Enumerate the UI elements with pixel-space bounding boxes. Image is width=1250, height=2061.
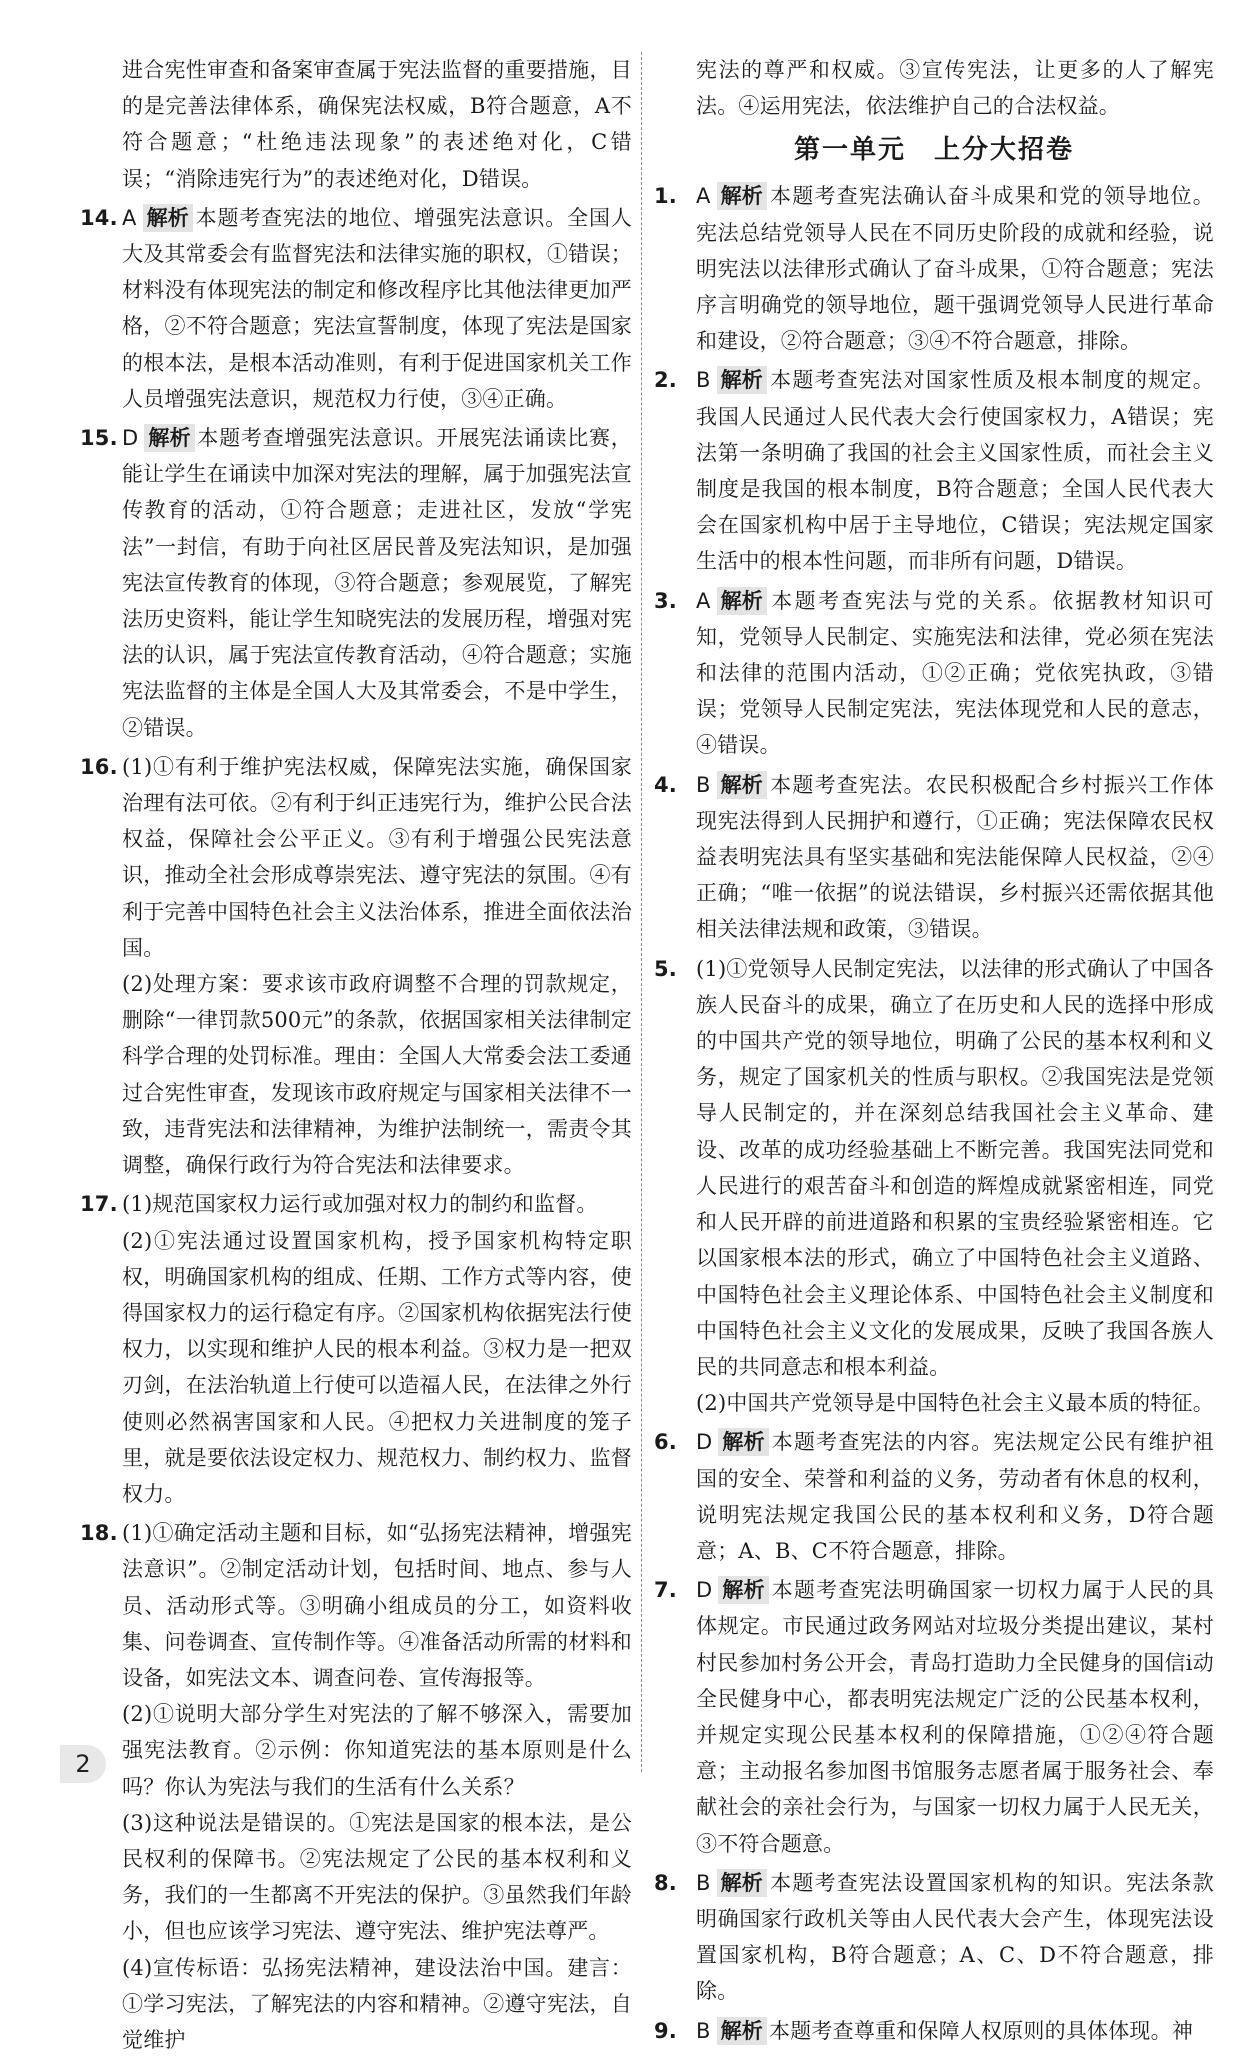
answer-text: 本题考查宪法的地位、增强宪法意识。全国人大及其常委会有监督宪法和法律实施的职权，①错误；材料没有体现宪法的制定和修改程序比其他法律更加严格，②不符合题意；宪法宣誓制度，体现了宪法是国家的根本法，是根本活动准则，有利于促进国家机关工作人员增强宪法意识，规范权力行使，③④正确。: [122, 205, 632, 411]
answer-5: [654, 951, 1214, 1422]
question-number: 16.: [80, 754, 118, 779]
answer-text: 本题考查宪法。农民积极配合乡村振兴工作体现宪法得到人民拥护和遵行，①正确；宪法保障农民权益表明宪法具有坚实基础和宪法能保障人民权益，②④正确；“唯一依据”的说法错误，乡村振兴还需依据其他相关法律法规和政策，③错误。: [696, 772, 1214, 942]
answer-part-2: (2)中国共产党领导是中国特色社会主义最本质的特征。: [696, 1391, 1214, 1416]
analysis-tag: 解析: [717, 587, 767, 615]
answer-text: 本题考查宪法的内容。宪法规定公民有维护祖国的安全、荣誉和利益的义务，劳动者有休息的权利，说明宪法规定我国公民的基本权利和义务，D符合题意；A、B、C不符合题意，排除。: [696, 1430, 1214, 1563]
question-number: 5.: [654, 956, 677, 981]
answer-part-1: (1)规范国家权力运行或加强对权力的制约和监督。: [122, 1192, 598, 1217]
analysis-tag: 解析: [718, 1576, 768, 1604]
question-number: 15.: [80, 426, 118, 451]
answer-letter: D: [696, 1578, 713, 1603]
answer-letter: B: [696, 368, 711, 393]
answer-16: [80, 749, 632, 1183]
answer-3: [654, 583, 1214, 764]
answer-part-2: (2)①说明大部分学生对宪法的了解不够深入，需要加强宪法教育。②示例：你知道宪法的基本原则是什么吗？你认为宪法与我们的生活有什么关系？: [122, 1702, 632, 1799]
left-column: [80, 52, 632, 2061]
answer-part-2: (2)处理方案：要求该市政府调整不合理的罚款规定，删除“一律罚款500元”的条款，依据国家相关法律制定科学合理的处罚标准。理由：全国人大常委会法工委通过合宪性审查，发现该市政府规定与国家相关法律不一致，违背宪法和法律精神，为维护法制统一，需责令其调整，确保行政行为符合宪法和法律要求。: [122, 972, 632, 1178]
question-number: 8.: [654, 1870, 677, 1895]
answer-4: [654, 767, 1214, 948]
answer-17: [80, 1186, 632, 1512]
answer-part-3: (3)这种说法是错误的。①宪法是国家的根本法，是公民权利的保障书。②宪法规定了公民的基本权利和义务，我们的一生都离不开宪法的保护。③虽然我们年龄小，但也应该学习宪法、遵守宪法、维护宪法尊严。: [122, 1810, 632, 1944]
continued-answer: 进合宪性审查和备案审查属于宪法监督的重要措施，目的是完善法律体系，确保宪法权威，B符合题意，A不符合题意；“杜绝违法现象”的表述绝对化，C错误；“消除违宪行为”的表述绝对化，D错误。: [122, 58, 632, 191]
answer-part-2: (2)①宪法通过设置国家机构，授予国家机构特定职权，明确国家机构的组成、任期、工作方式等内容，使得国家权力的运行稳定有序。②国家机构依据宪法行使权力，以实现和维护人民的根本利益。③权力是一把双刃剑，在法治轨道上行使可以造福人民，在法律之外行使则必然祸害国家和人民。④把权力关进制度的笼子里，就是要依法设定权力、规范权力、制约权力、监督权力。: [122, 1228, 632, 1506]
answer-9: [654, 2013, 1214, 2049]
analysis-tag: 解析: [144, 424, 194, 452]
answer-2: [654, 362, 1214, 579]
analysis-tag: 解析: [718, 1428, 768, 1456]
answer-part-1: (1)①确定活动主题和目标，如“弘扬宪法精神，增强宪法意识”。②制定活动计划，包括时间、地点、参与人员、活动形式等。③明确小组成员的分工，如资料收集、问卷调查、宣传制作等。④准备活动所需的材料和设备，如宪法文本、调查问卷、宣传海报等。: [122, 1521, 632, 1690]
answer-letter: D: [696, 1430, 713, 1455]
continued-answer: 宪法的尊严和权威。③宣传宪法，让更多的人了解宪法。④运用宪法，依法维护自己的合法权益。: [696, 58, 1214, 119]
question-number: 18.: [80, 1521, 118, 1546]
answer-text: 本题考查宪法对国家性质及根本制度的规定。我国人民通过人民代表大会行使国家权力，A错误；宪法第一条明确了我国的社会主义国家性质，而社会主义制度是我国的根本制度，B符合题意；全国人民代表大会在国家机构中居于主导地位，C错误；宪法规定国家生活中的根本性问题，而非所有问题，D错误。: [696, 368, 1214, 574]
question-number: 3.: [654, 588, 677, 613]
answer-part-1: (1)①有利于维护宪法权威，保障宪法实施，确保国家治理有法可依。②有利于纠正违宪行为，维护公民合法权益，保障社会公平正义。③有利于增强公民宪法意识，推动全社会形成尊崇宪法、遵守宪法的氛围。④有利于完善中国特色社会主义法治体系，推进全面依法治国。: [122, 754, 632, 960]
question-number: 7.: [654, 1578, 677, 1603]
answer-text: 本题考查宪法设置国家机构的知识。宪法条款明确国家行政机关等由人民代表大会产生，体现宪法设置国家机构，B符合题意；A、C、D不符合题意，排除。: [696, 1870, 1214, 2004]
answer-letter: A: [696, 588, 711, 613]
answer-14: [80, 200, 632, 417]
answer-part-4: (4)宣传标语：弘扬宪法精神，建设法治中国。建言：①学习宪法，了解宪法的内容和精神。②遵守宪法，自觉维护: [122, 1955, 632, 2052]
answer-letter: A: [696, 184, 711, 209]
answer-7: [654, 1572, 1214, 1862]
question-number: 2.: [654, 368, 677, 393]
question-number: 9.: [654, 2018, 677, 2043]
answer-6: [654, 1424, 1214, 1569]
answer-text: 本题考查宪法与党的关系。依据教材知识可知，党领导人民制定、实施宪法和法律，党必须在宪法和法律的范围内活动，①②正确；党依宪执政，③错误；党领导人民制定宪法，宪法体现党和人民的意志，④错误。: [696, 588, 1214, 758]
column-divider: [641, 52, 642, 1772]
question-number: 6.: [654, 1430, 677, 1455]
answer-text: 本题考查增强宪法意识。开展宪法诵读比赛，能让学生在诵读中加深对宪法的理解，属于加强宪法宣传教育的活动，①符合题意；走进社区，发放“学宪法”一封信，有助于向社区居民普及宪法知识，是加强宪法宣传教育的体现，③符合题意；参观展览，了解宪法历史资料，能让学生知晓宪法的发展历程，增强对宪法的认识，属于宪法宣传教育活动，④符合题意；实施宪法监督的主体是全国人大及其常委会，不是中学生，②错误。: [122, 426, 632, 740]
analysis-tag: 解析: [717, 182, 767, 210]
answer-letter: B: [696, 1870, 711, 1895]
question-number: 1.: [654, 184, 677, 209]
analysis-tag: 解析: [717, 771, 767, 799]
answer-text: 本题考查宪法确认奋斗成果和党的领导地位。宪法总结党领导人民在不同历史阶段的成就和经验，说明宪法以法律形式确认了奋斗成果，①符合题意；宪法序言明确党的领导地位，题干强调党领导人民进行革命和建设，②符合题意；③④不符合题意，排除。: [696, 184, 1214, 354]
answer-text: 本题考查尊重和保障人权原则的具体体现。神: [769, 2018, 1194, 2043]
answer-8: [654, 1865, 1214, 2010]
answer-letter: D: [122, 426, 139, 451]
page-number: 2: [60, 1745, 106, 1783]
answer-part-1: (1)①党领导人民制定宪法，以法律的形式确认了中国各族人民奋斗的成果，确立了在历史和人民的选择中形成的中国共产党的领导地位，明确了公民的基本权利和义务，规定了国家机关的性质与职权。②我国宪法是党领导人民制定的，并在深刻总结我国社会主义革命、建设、改革的成功经验基础上不断完善。我国宪法同党和人民进行的艰苦奋斗和创造的辉煌成就紧密相连，同党和人民开辟的前进道路和积累的宝贵经验紧密相连。它以国家根本法的形式，确立了中国特色社会主义道路、中国特色社会主义理论体系、中国特色社会主义制度和中国特色社会主义文化的发展成果，反映了我国各族人民的共同意志和根本利益。: [696, 956, 1214, 1379]
answer-18: [80, 1515, 632, 2058]
right-column: [654, 52, 1214, 2052]
question-number: 14.: [80, 205, 118, 230]
section-title: 第一单元 上分大招卷: [793, 135, 1074, 166]
answer-letter: B: [696, 772, 711, 797]
question-number: 17.: [80, 1192, 118, 1217]
answer-text: 本题考查宪法明确国家一切权力属于人民的具体规定。市民通过政务网站对垃圾分类提出建议，某村村民参加村务公开会，青岛打造助力全民健身的国信i动全民健身中心，都表明宪法规定广泛的公民基本权利，并规定实现公民基本权利的保障措施，①②④符合题意；主动报名参加图书馆服务志愿者属于服务社会、奉献社会的亲社会行为，与国家一切权力属于人民无关，③不符合题意。: [696, 1578, 1214, 1856]
analysis-tag: 解析: [717, 1869, 767, 1897]
answer-letter: B: [696, 2018, 711, 2043]
analysis-tag: 解析: [717, 2017, 767, 2045]
answer-1: [654, 178, 1214, 359]
analysis-tag: 解析: [143, 204, 193, 232]
analysis-tag: 解析: [717, 366, 767, 394]
answer-15: [80, 420, 632, 746]
answer-letter: A: [122, 205, 137, 230]
question-number: 4.: [654, 772, 677, 797]
